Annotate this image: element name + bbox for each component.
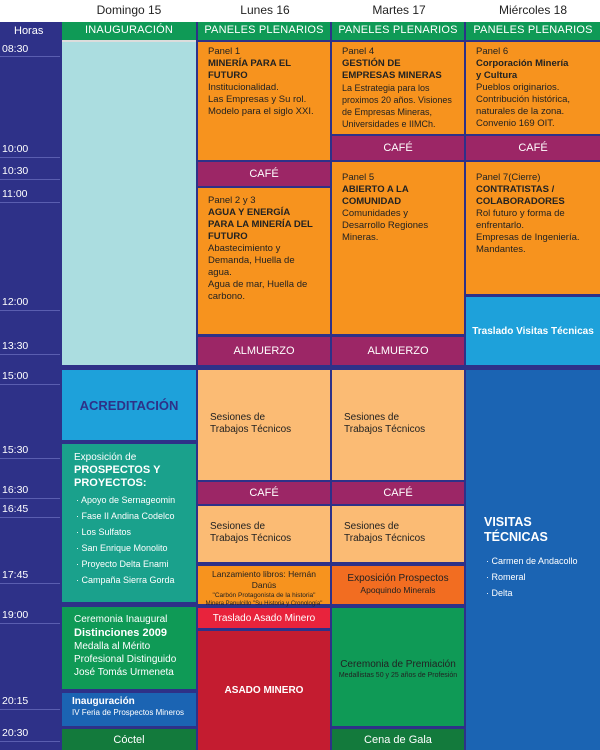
time-label: 08:30 — [2, 43, 29, 55]
time-label: 16:45 — [2, 503, 29, 515]
exposicion-line1: Exposición de — [74, 452, 137, 463]
panel-4-title: GESTIÓN DE — [342, 58, 401, 69]
panel-7-number: Panel 7(Cierre) — [476, 172, 541, 183]
cena-label: Cena de Gala — [364, 733, 432, 746]
expo-prospectos-line1: Exposición Prospectos — [347, 573, 449, 584]
sesiones-line: Sesiones de — [344, 521, 400, 532]
time-label: 20:30 — [2, 727, 29, 739]
exposicion-block — [62, 444, 196, 602]
panel-6-title: y Cultura — [476, 70, 518, 81]
list-item: · Carmen de Andacollo — [486, 556, 578, 566]
time-label: 16:30 — [2, 484, 29, 496]
day-header-lunes: Lunes 16 — [198, 0, 332, 22]
time-label: 10:00 — [2, 143, 29, 155]
panel-4 — [332, 42, 464, 134]
cafe-label: CAFÉ — [249, 168, 279, 180]
list-item: · Campaña Sierra Gorda — [76, 575, 175, 585]
panel-6 — [466, 42, 600, 134]
panel-23-title: PARA LA MINERÍA DEL — [208, 219, 313, 230]
time-label: 19:00 — [2, 609, 29, 621]
panel-7-title: CONTRATISTAS / — [476, 184, 555, 195]
panel-4-title: EMPRESAS MINERAS — [342, 70, 442, 81]
sesiones-lunes-1 — [198, 370, 330, 480]
inauguracion-line2: IV Feria de Prospectos Mineros — [72, 708, 185, 717]
time-label: 15:30 — [2, 444, 29, 456]
asado-minero-block — [198, 631, 330, 750]
time-label: 17:45 — [2, 569, 29, 581]
panel-23-line: carbono. — [208, 291, 245, 302]
subheader-lunes: PANELES PLENARIOS — [198, 22, 330, 40]
lanzamiento-line3: Minera Panulcillo "Su Historia y Cronología" — [205, 601, 323, 607]
day-header-domingo: Domingo 15 — [62, 0, 196, 22]
coctel-label: Cóctel — [113, 733, 145, 746]
ceremonia-inaugural-block — [62, 607, 196, 689]
domingo-blank-block — [62, 42, 196, 365]
panel-7-line: enfrentarlo. — [476, 220, 525, 231]
subheader-miercoles: PANELES PLENARIOS — [466, 22, 600, 40]
list-item: · San Enrique Monolito — [76, 543, 168, 553]
panel-6-line: Contribución histórica, — [476, 94, 570, 105]
sesiones-line: Trabajos Técnicos — [210, 533, 292, 544]
panel-4-line: proximos 20 años. Visiones — [342, 95, 452, 105]
inauguracion-line1: Inauguración — [72, 696, 135, 707]
traslado-visitas-label: Traslado Visitas Técnicas — [472, 325, 594, 337]
lanzamiento-line2: "Carbón Protagonista de la historia" — [212, 592, 316, 599]
cafe-label: CAFÉ — [249, 487, 279, 499]
exposicion-line2: PROSPECTOS Y — [74, 464, 161, 476]
sesiones-line: Trabajos Técnicos — [344, 533, 426, 544]
panel-5-number: Panel 5 — [342, 172, 375, 183]
lanzamiento-block — [198, 566, 330, 607]
visitas-title2: TÉCNICAS — [484, 530, 548, 544]
time-label: 15:00 — [2, 370, 29, 382]
list-item: · Fase II Andina Codelco — [76, 511, 175, 521]
panel-4-line: La Estrategia para los — [342, 83, 430, 93]
panel-5-line: Desarrollo Regiones — [342, 220, 429, 231]
cafe-martes-pm — [332, 482, 464, 504]
panel-1-line: Las Empresas y Su rol. — [208, 94, 307, 105]
cafe-label: CAFÉ — [383, 487, 413, 499]
panel-23-line: Agua de mar, Huella de — [208, 279, 308, 290]
list-item: · Los Sulfatos — [76, 527, 132, 537]
panel-23-number: Panel 2 y 3 — [208, 195, 256, 206]
traslado-asado-label: Traslado Asado Minero — [212, 612, 316, 624]
sesiones-martes-1 — [332, 370, 464, 480]
visitas-title1: VISITAS — [484, 515, 532, 529]
panel-1 — [198, 42, 330, 160]
ceremonia-inaugural-line4: Profesional Distinguido — [74, 654, 177, 665]
panel-5-line: Mineras. — [342, 232, 379, 243]
cafe-lunes-pm — [198, 482, 330, 504]
panel-7-title: COLABORADORES — [476, 196, 565, 207]
panel-1-number: Panel 1 — [208, 46, 241, 57]
panel-5 — [332, 162, 464, 334]
ceremonia-inaugural-line1: Ceremonia Inaugural — [74, 614, 168, 625]
ceremonia-premiacion-block — [332, 608, 464, 726]
ceremonia-premiacion-line1: Ceremonia de Premiación — [340, 659, 456, 670]
cena-block — [332, 729, 464, 750]
panel-6-title: Corporación Minería — [476, 58, 569, 69]
exposicion-line3: PROYECTOS: — [74, 477, 147, 489]
panel-4-line: de Empresas Mineras, — [342, 107, 433, 117]
panel-7 — [466, 162, 600, 294]
list-item: · Proyecto Delta Enami — [76, 559, 169, 569]
panel-5-title: ABIERTO A LA — [342, 184, 409, 195]
ceremonia-premiacion-line2: Medallistas 50 y 25 años de Profesión — [338, 672, 458, 679]
panel-23-title: FUTURO — [208, 231, 248, 242]
sesiones-line: Sesiones de — [210, 521, 266, 532]
lanzamiento-line1: Lanzamiento libros: Hernán Danús — [212, 569, 316, 590]
cafe-lunes-am — [198, 162, 330, 186]
acreditacion-block — [62, 370, 196, 440]
almuerzo-lunes — [198, 337, 330, 365]
sesiones-martes-2 — [332, 506, 464, 562]
panel-2-3 — [198, 188, 330, 334]
panel-6-line: naturales de la zona. — [476, 106, 565, 117]
cafe-miercoles-am — [466, 136, 600, 160]
panel-6-line: Pueblos originarios. — [476, 82, 560, 93]
sesiones-line: Sesiones de — [210, 412, 266, 423]
day-header-miercoles: Miércoles 18 — [466, 0, 600, 22]
panel-4-line: Universidades e IIMCh. — [342, 119, 436, 129]
expo-prospectos-block — [332, 566, 464, 604]
visitas-tecnicas-block — [466, 370, 600, 750]
day-header-martes: Martes 17 — [332, 0, 466, 22]
cafe-label: CAFÉ — [518, 142, 548, 154]
traslado-asado-block — [198, 608, 330, 628]
panel-6-line: Convenio 169 OIT. — [476, 118, 555, 129]
panel-23-title: AGUA Y ENERGÍA — [208, 207, 291, 218]
almuerzo-martes — [332, 337, 464, 365]
panel-1-title: MINERÍA PARA EL — [208, 58, 292, 69]
panel-23-line: Demanda, Huella de agua. — [208, 255, 295, 278]
panel-1-line: Modelo para el siglo XXI. — [208, 106, 314, 117]
panel-7-line: Empresas de Ingeniería. — [476, 232, 580, 243]
subheader-domingo: INAUGURACIÓN — [62, 22, 196, 40]
cafe-martes-am — [332, 136, 464, 160]
panel-7-line: Rol futuro y forma de — [476, 208, 565, 219]
list-item: · Romeral — [486, 572, 526, 582]
sesiones-line: Trabajos Técnicos — [210, 424, 292, 435]
panel-1-title: FUTURO — [208, 70, 248, 81]
panel-7-line: Mandantes. — [476, 244, 526, 255]
panel-6-number: Panel 6 — [476, 46, 509, 57]
panel-4-number: Panel 4 — [342, 46, 375, 57]
time-label: 11:00 — [2, 188, 28, 200]
subheader-martes: PANELES PLENARIOS — [332, 22, 464, 40]
cafe-label: CAFÉ — [383, 142, 413, 154]
sesiones-line: Sesiones de — [344, 412, 400, 423]
time-label: 13:30 — [2, 340, 29, 352]
horas-label: Horas — [0, 22, 60, 40]
ceremonia-inaugural-line3: Medalla al Mérito — [74, 641, 151, 652]
almuerzo-label: ALMUERZO — [367, 345, 429, 357]
acreditacion-label: ACREDITACIÓN — [79, 397, 179, 413]
time-label: 10:30 — [2, 165, 29, 177]
asado-minero-label: ASADO MINERO — [224, 685, 304, 696]
expo-prospectos-line2: Apoquindo Minerals — [360, 585, 436, 595]
sesiones-lunes-2 — [198, 506, 330, 562]
list-item: · Delta — [486, 588, 513, 598]
ceremonia-inaugural-line2: Distinciones 2009 — [74, 627, 167, 639]
panel-5-title: COMUNIDAD — [342, 196, 402, 207]
panel-5-line: Comunidades y — [342, 208, 409, 219]
almuerzo-label: ALMUERZO — [233, 345, 295, 357]
time-label: 12:00 — [2, 296, 29, 308]
traslado-visitas-block — [466, 297, 600, 365]
ceremonia-inaugural-line5: José Tomás Urmeneta — [74, 667, 174, 678]
sesiones-line: Trabajos Técnicos — [344, 424, 426, 435]
list-item: · Apoyo de Sernageomin — [76, 495, 176, 505]
coctel-block — [62, 729, 196, 750]
time-label: 20:15 — [2, 695, 29, 707]
panel-1-line: Institucionalidad. — [208, 82, 279, 93]
inauguracion-block — [62, 693, 196, 726]
panel-23-line: Abastecimiento y — [208, 243, 281, 254]
